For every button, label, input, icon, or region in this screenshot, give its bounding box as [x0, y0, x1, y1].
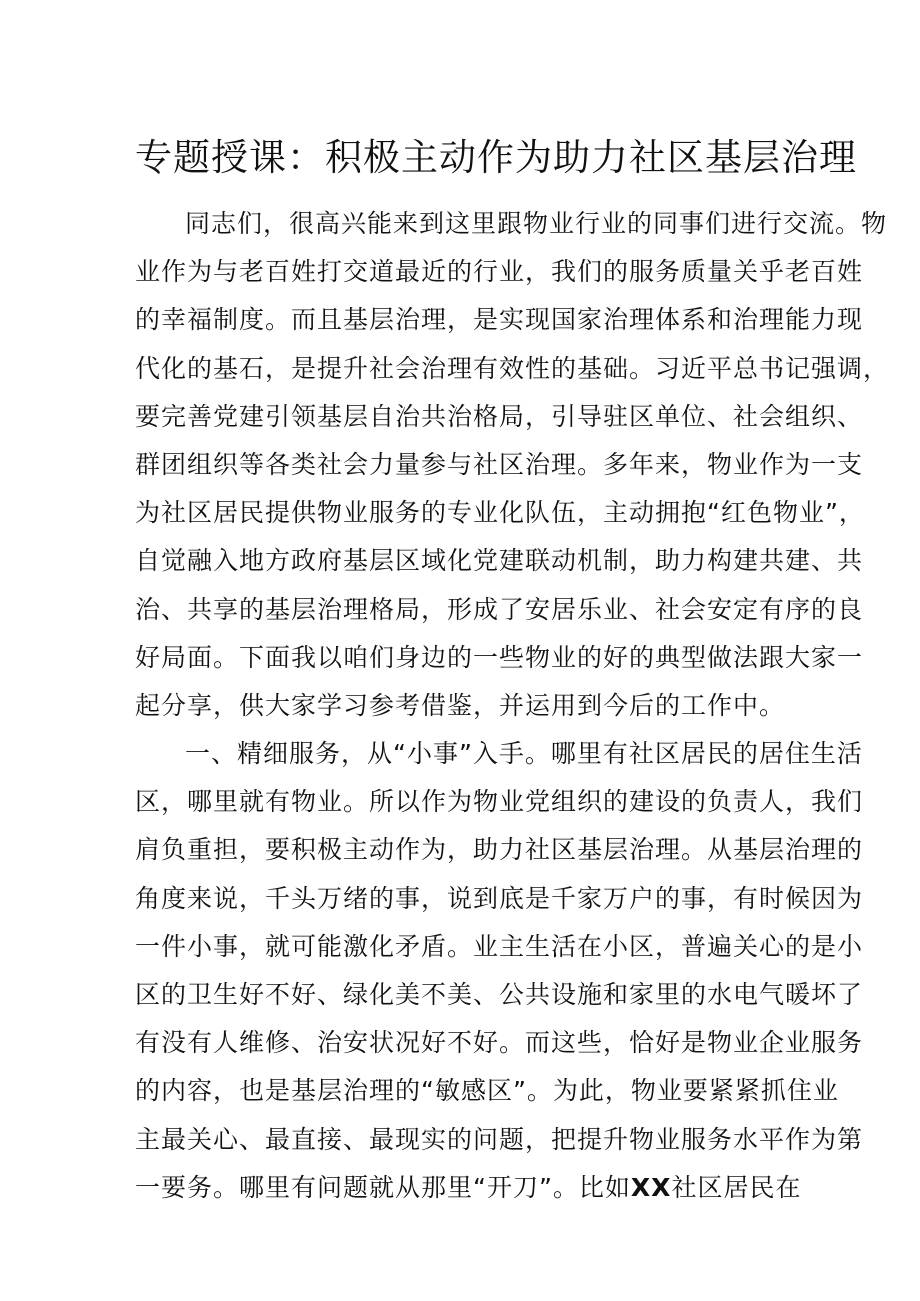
text-line: 肩负重担，要积极主动作为，助力社区基层治理。从基层治理的 — [135, 835, 864, 865]
text-line: 好局面。下面我以咱们身边的一些物业的好的典型做法跟大家一 — [135, 642, 864, 672]
text-line: 主最关心、最直接、最现实的问题，把提升物业服务水平作为第 — [135, 1124, 864, 1154]
text-line: 角度来说，千头万绪的事，说到底是千家万户的事，有时候因为 — [135, 883, 864, 913]
text-line: 有没有人维修、治安状况好不好。而这些，恰好是物业企业服务 — [135, 1028, 864, 1058]
text-line: 的幸福制度。而且基层治理，是实现国家治理体系和治理能力现 — [135, 305, 864, 335]
text-segment: 一要务。哪里有问题就从那里“开刀”。比如 — [135, 1172, 631, 1202]
text-line: 一、精细服务，从“小事”入手。哪里有社区居民的居住生活 — [185, 739, 863, 769]
placeholder-xx: XX — [630, 1172, 672, 1202]
text-segment: 社区居民在 — [671, 1172, 802, 1202]
text-line: 同志们，很高兴能来到这里跟物业行业的同事们进行交流。物 — [185, 209, 888, 238]
text-line: 自觉融入地方政府基层区域化党建联动机制，助力构建共建、共 — [135, 546, 864, 576]
document-title: 专题授课：积极主动作为助力社区基层治理 — [135, 136, 857, 179]
text-line: 一件小事，就可能激化矛盾。业主生活在小区，普遍关心的是小 — [135, 931, 864, 961]
document-body — [135, 200, 890, 1212]
text-line-last — [135, 1164, 815, 1212]
paragraph-intro — [135, 200, 890, 730]
text-line: 区，哪里就有物业。所以作为物业党组织的建设的负责人，我们 — [135, 787, 864, 817]
text-line: 要完善党建引领基层自治共治格局，引导驻区单位、社会组织、 — [135, 401, 864, 431]
text-line: 为社区居民提供物业服务的专业化队伍，主动拥抱“红色物业”， — [135, 498, 865, 528]
paragraph-section-one — [135, 730, 864, 1212]
text-line: 群团组织等各类社会力量参与社区治理。多年来，物业作为一支 — [135, 449, 864, 479]
text-line: 起分享，供大家学习参考借鉴，并运用到今后的工作中。 — [135, 690, 786, 720]
text-line: 代化的基石，是提升社会治理有效性的基础。习近平总书记强调， — [135, 353, 890, 383]
text-line: 业作为与老百姓打交道最近的行业，我们的服务质量关乎老百姓 — [135, 257, 864, 287]
text-line: 治、共享的基层治理格局，形成了安居乐业、社会安定有序的良 — [135, 594, 864, 624]
text-line: 的内容，也是基层治理的“敏感区”。为此，物业要紧紧抓住业 — [135, 1076, 839, 1106]
text-line: 区的卫生好不好、绿化美不美、公共设施和家里的水电气暖坏了 — [135, 980, 864, 1009]
